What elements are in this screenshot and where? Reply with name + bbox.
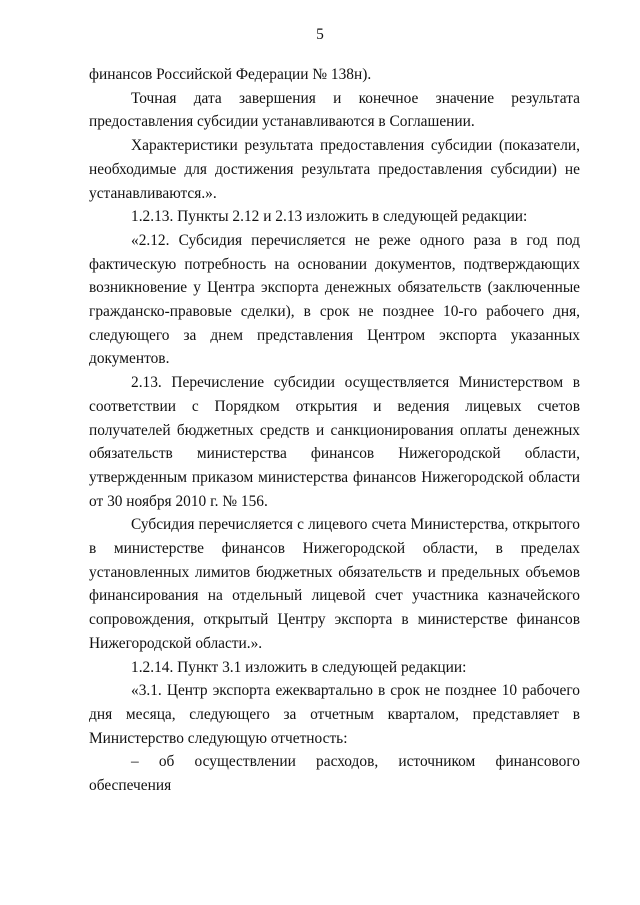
amendment-heading: 1.2.13. Пункты 2.12 и 2.13 изложить в следующей редакции: (131, 208, 528, 226)
paragraph: 2.13. Перечисление субсидии осуществляется Министерством в соответствии с Порядком открытия и ведения лицевых счетов получателей бюджетных средств и санкционирования оплаты денежных обязательств министерства финансов Нижегородской области, утвержденным приказом министерства финансов Нижегородской области от 30 ноября 2010 г. № 156. (89, 374, 580, 510)
paragraph-continuation: финансов Российской Федерации № 138н). (89, 66, 372, 83)
list-item: – об осуществлении расходов, источником финансового обеспечения (89, 753, 580, 795)
amendment-heading: 1.2.14. Пункт 3.1 изложить в следующей редакции: (131, 658, 467, 676)
paragraph: Точная дата завершения и конечное значение результата предоставления субсидии устанавливаются в Соглашении. (89, 89, 580, 131)
paragraph: Характеристики результата предоставления субсидии (показатели, необходимые для достижения результата предоставления субсидии) не устанавливаются.». (89, 137, 580, 202)
paragraph: «2.12. Субсидия перечисляется не реже одного раза в год под фактическую потребность на основании документов, подтверждающих возникновение у Центра экспорта денежных обязательств (заключенные гражданско-правовые сделки), в срок не позднее 10-го рабочего дня, следующего за днем представления Центром экспорта указанных документов. (89, 231, 580, 368)
document-body (89, 63, 580, 798)
paragraph: «3.1. Центр экспорта ежеквартально в срок не позднее 10 рабочего дня месяца, следующего за отчетным кварталом, представляет в Министерство следующую отчетность: (89, 682, 580, 747)
paragraph: Субсидия перечисляется с лицевого счета Министерства, открытого в министерстве финансов Нижегородской области, в пределах установленных лимитов бюджетных обязательств и предельных объемов финансирования на отдельный лицевой счет участника казначейского сопровождения, открытый Центру экспорта в министерстве финансов Нижегородской области.». (89, 516, 580, 652)
page-number: 5 (316, 26, 324, 43)
